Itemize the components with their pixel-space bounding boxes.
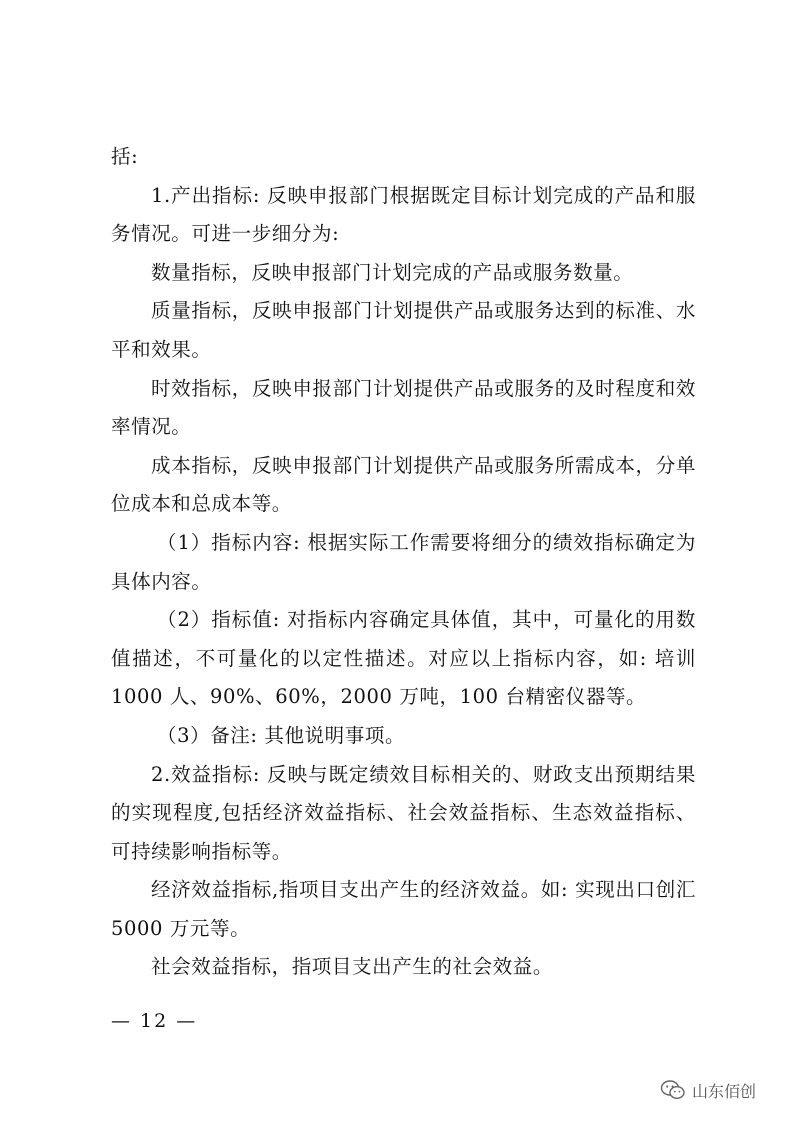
paragraph-continuation: 括: (111, 145, 139, 168)
watermark-text: 山东佰创 (692, 1081, 757, 1101)
watermark (660, 1078, 756, 1102)
paragraph-quantity-indicator: 数量指标，反映申报部门计划完成的产品或服务数量。 (151, 260, 634, 284)
paragraph-social-benefit: 社会效益指标，指项目支出产生的社会效益。 (151, 955, 554, 979)
wechat-icon (660, 1079, 686, 1101)
paragraph-quality-indicator: 质量指标，反映申报部门计划提供产品或服务达到的标准、水平和效果。 (111, 299, 696, 361)
paragraph-indicator-value: （2）指标值: 对指标内容确定具体值，其中，可量化的用数值描述，不可量化的以定性描述。对应以上指标内容，如: 培训1000 人、90%、60%，2000 万吨，100 台精密仪器等。 (111, 608, 696, 709)
document-body (111, 138, 696, 987)
paragraph-timeliness-indicator: 时效指标，反映申报部门计划提供产品或服务的及时程度和效率情况。 (111, 376, 696, 439)
paragraph-economic-benefit: 经济效益指标,指项目支出产生的经济效益。如: 实现出口创汇 5000 万元等。 (111, 878, 696, 940)
page-number: — 12 — (111, 1010, 198, 1032)
paragraph-indicator-content: （1）指标内容: 根据实际工作需要将细分的绩效指标确定为具体内容。 (111, 530, 696, 593)
paragraph-remarks: （3）备注: 其他说明事项。 (157, 723, 406, 747)
paragraph-benefit-indicators: 2.效益指标: 反映与既定绩效目标相关的、财政支出预期结果的实现程度,包括经济效益指标、社会效益指标、生态效益指标、可持续影响指标等。 (111, 762, 696, 863)
paragraph-cost-indicator: 成本指标，反映申报部门计划提供产品或服务所需成本，分单位成本和总成本等。 (111, 453, 696, 516)
paragraph-output-indicators: 1.产出指标: 反映申报部门根据既定目标计划完成的产品和服务情况。可进一步细分为: (111, 183, 696, 246)
